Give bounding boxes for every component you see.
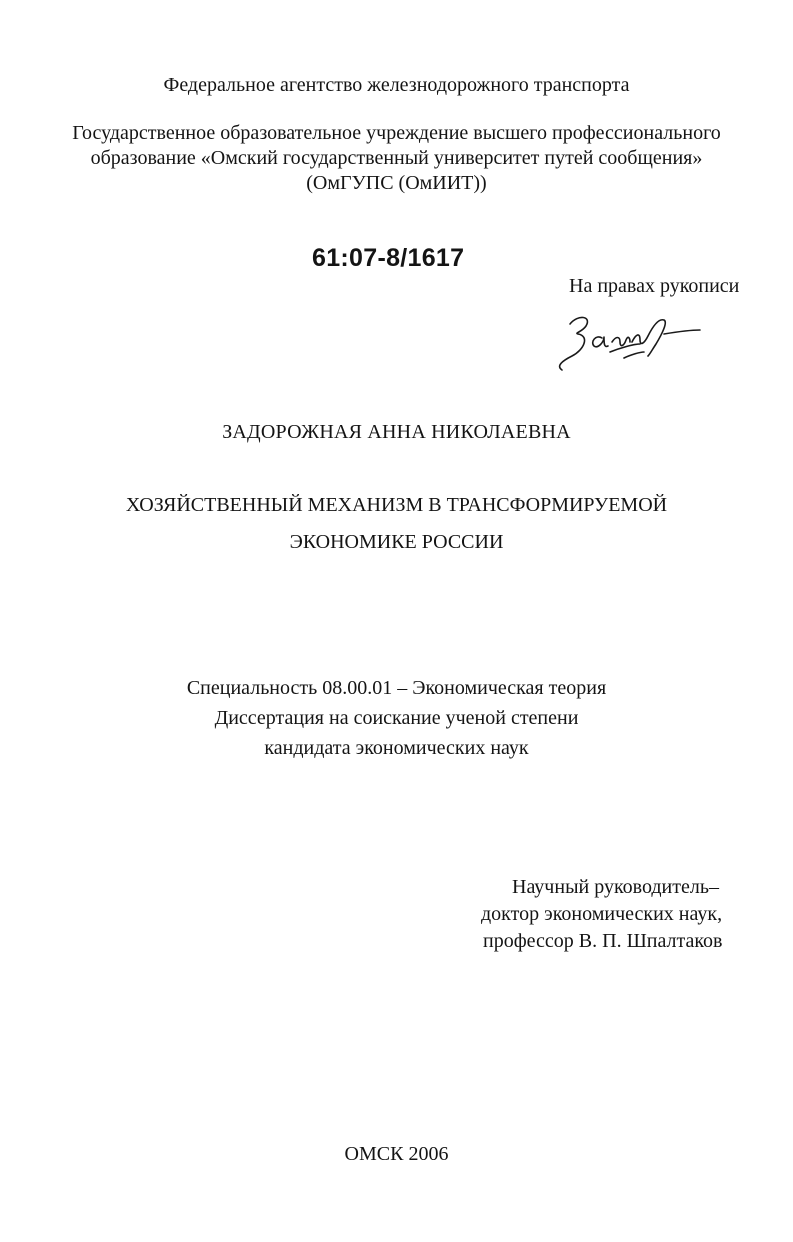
- institution-line: Государственное образовательное учреждение высшего профессионального: [72, 122, 721, 144]
- dissertation-title-line: ХОЗЯЙСТВЕННЫЙ МЕХАНИЗМ В ТРАНСФОРМИРУЕМОЙ: [125, 494, 668, 516]
- institution-abbreviation: (ОмГУПС (ОмИИТ)): [306, 172, 487, 194]
- author-name: ЗАДОРОЖНАЯ АННА НИКОЛАЕВНА: [222, 421, 571, 443]
- handwritten-signature-icon: [540, 302, 705, 374]
- supervisor-line: доктор экономических наук,: [481, 903, 723, 925]
- degree-line: Диссертация на соискание ученой степени: [214, 707, 579, 729]
- manuscript-note: На правах рукописи: [569, 275, 740, 297]
- supervisor-line: Научный руководитель–: [512, 876, 719, 898]
- agency-name: Федеральное агентство железнодорожного транспорта: [163, 74, 630, 96]
- city-year: ОМСК 2006: [344, 1143, 449, 1165]
- degree-line: кандидата экономических наук: [264, 737, 529, 759]
- institution-line: образование «Омский государственный университет путей сообщения»: [90, 147, 703, 169]
- catalog-code: 61:07-8/1617: [312, 244, 465, 272]
- supervisor-line: профессор В. П. Шпалтаков: [483, 930, 723, 952]
- dissertation-title-line: ЭКОНОМИКЕ РОССИИ: [289, 531, 504, 553]
- specialty-line: Специальность 08.00.01 – Экономическая теория: [186, 677, 607, 699]
